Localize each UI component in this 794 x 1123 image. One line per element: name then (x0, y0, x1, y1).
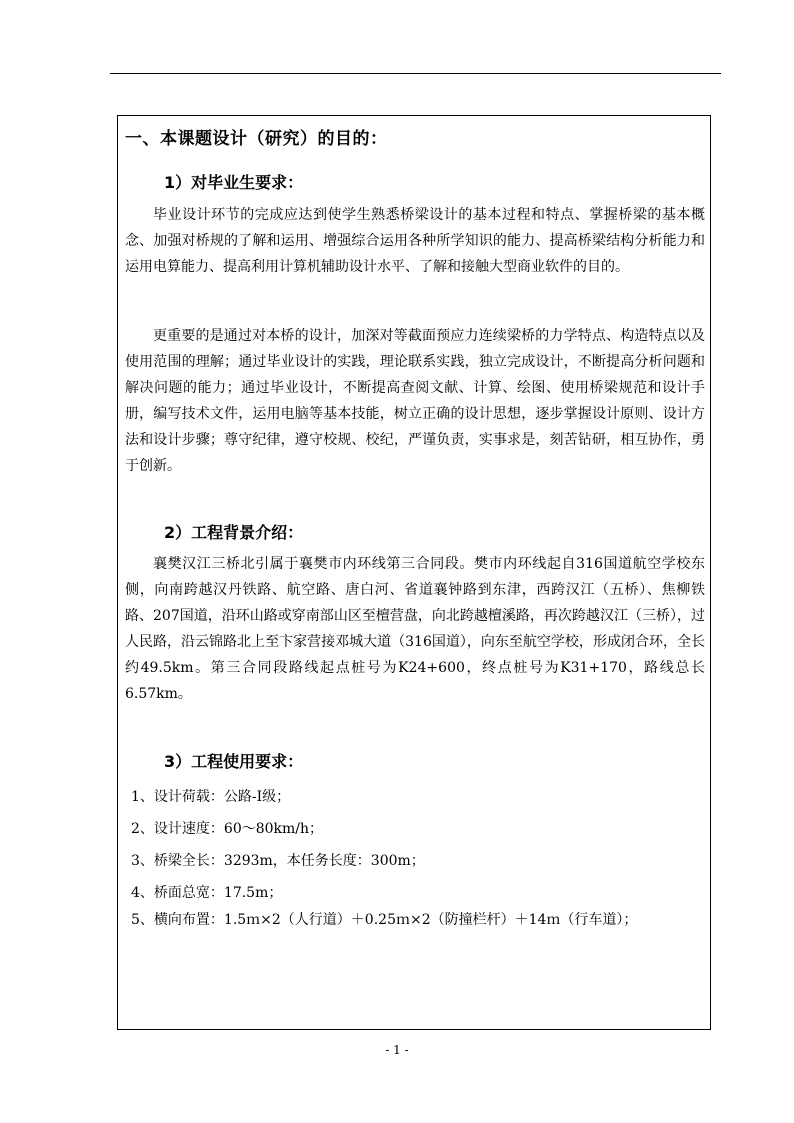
section-heading: 一、本课题设计（研究）的目的： (125, 129, 388, 149)
list-item-deck-width: 4、桥面总宽：17.5m； (131, 885, 283, 901)
paragraph-design-importance: 更重要的是通过对本桥的设计，加深对等截面预应力连续梁桥的力学特点、构造特点以及使用范围的理解；通过毕业设计的实践，理论联系实践，独立完成设计，不断提高分析问题和解决问题的能力；通过毕业设计，不断提高查阅文献、计算、绘图、使用桥梁规范和设计手册，编写技术文件，运用电脑等基本技能，树立正确的设计思想，逐步掌握设计原则、设计方法和设计步骤；尊守纪律，遵守校规、校纪，严谨负责，实事求是，刻苦钻研，相互协作，勇于创新。 (125, 328, 705, 474)
paragraph-project-background: 襄樊汉江三桥北引属于襄樊市内环线第三合同段。樊市内环线起自316国道航空学校东侧，向南跨越汉丹铁路、航空路、唐白河、省道襄钟路到东津，西跨汉江（五桥）、焦柳铁路、207国道，沿环山路或穿南部山区至檀营盘，向北跨越檀溪路，再次跨越汉江（三桥），过人民路，沿云锦路北上至卞家营接邓城大道（316国道），向东至航空学校，形成闭合环，全长约49.5km。第三合同段路线起点桩号为K24+600，终点桩号为K31+170，路线总长6.57km。 (125, 556, 705, 702)
header-rule (110, 73, 721, 74)
page-number: - 1 - (385, 1043, 409, 1057)
subsection-heading-graduate-requirements: 1）对毕业生要求： (164, 173, 304, 192)
paragraph-design-purpose: 毕业设计环节的完成应达到使学生熟悉桥梁设计的基本过程和特点、掌握桥梁的基本概念、加强对桥规的了解和运用、增强综合运用各种所学知识的能力、提高桥梁结构分析能力和运用电算能力、提高利用计算机辅助设计水平、了解和接触大型商业软件的目的。 (125, 207, 705, 275)
list-item-design-load: 1、设计荷载：公路-Ⅰ级； (131, 789, 291, 805)
list-item-design-speed: 2、设计速度：60～80km/h； (131, 821, 324, 837)
list-item-transverse-layout: 5、横向布置：1.5ｍ×2（人行道）＋0.25ｍ×2（防撞栏杆）＋14ｍ（行车道）； (131, 912, 638, 928)
list-item-bridge-length: 3、桥梁全长：3293m，本任务长度：300m； (131, 853, 425, 869)
subsection-heading-project-background: 2）工程背景介绍： (164, 523, 304, 542)
subsection-heading-usage-requirements: 3）工程使用要求： (164, 752, 304, 771)
